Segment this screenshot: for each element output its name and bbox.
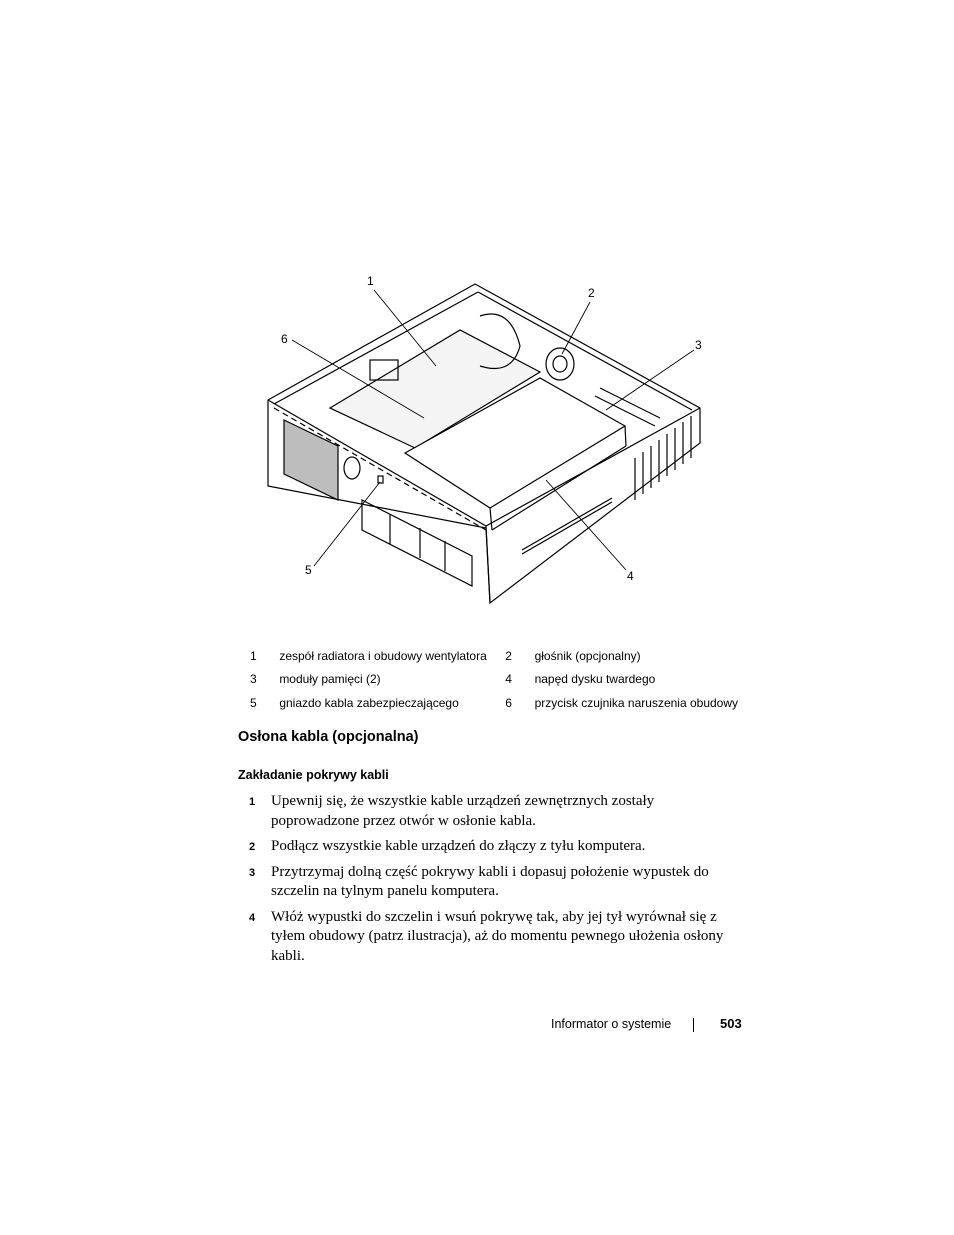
legend-text: głośnik (opcjonalny) xyxy=(534,648,641,663)
step-number: 1 xyxy=(249,796,256,808)
callout-6: 6 xyxy=(281,332,288,346)
legend-row xyxy=(244,691,754,715)
footer-document-title: Informator o systemie xyxy=(551,1017,672,1031)
legend-text: zespół radiatora i obudowy wentylatora xyxy=(279,648,487,663)
legend-row xyxy=(244,668,754,692)
step-text: Włóż wypustki do szczelin i wsuń pokrywę tak, aby jej tył wyrównał się z tyłem obudowy (patrz ilustracja), aż do momentu pewnego ułożenia osłony kabli. xyxy=(271,908,724,964)
legend-number: 5 xyxy=(250,695,257,710)
legend-text: napęd dysku twardego xyxy=(534,672,656,687)
legend-row xyxy=(244,644,754,668)
legend-number: 1 xyxy=(250,648,257,663)
subsection-heading: Zakładanie pokrywy kabli xyxy=(238,768,389,782)
section-heading: Osłona kabla (opcjonalna) xyxy=(238,729,419,745)
callout-4: 4 xyxy=(627,569,634,583)
legend-number: 2 xyxy=(505,648,512,663)
legend-number: 4 xyxy=(505,672,512,687)
step-number: 4 xyxy=(249,911,256,924)
legend-text: przycisk czujnika naruszenia obudowy xyxy=(534,695,739,710)
figure-legend-table xyxy=(244,644,754,715)
step-text: Podłącz wszystkie kable urządzeń do złączy z tyłu komputera. xyxy=(271,838,646,854)
step-text: Upewnij się, że wszystkie kable urządzeń zewnętrznych zostały poprowadzone przez otwór w osłonie kabla. xyxy=(271,793,655,829)
step-text: Przytrzymaj dolną część pokrywy kabli i dopasuj położenie wypustek do szczelin na tylnym panelu komputera. xyxy=(271,863,709,899)
callout-1: 1 xyxy=(367,274,374,288)
step-item xyxy=(248,863,728,902)
legend-number: 3 xyxy=(250,672,257,687)
legend-text: gniazdo kabla zabezpieczającego xyxy=(279,695,459,710)
step-number: 2 xyxy=(249,841,256,853)
legend-text: moduły pamięci (2) xyxy=(279,672,381,687)
callout-2: 2 xyxy=(588,286,595,300)
legend-number: 6 xyxy=(505,695,512,710)
step-item xyxy=(248,792,728,831)
instruction-steps xyxy=(248,792,728,972)
step-item xyxy=(248,908,728,967)
step-number: 3 xyxy=(249,866,256,879)
callout-5: 5 xyxy=(305,563,312,577)
step-item xyxy=(248,837,728,857)
computer-interior-illustration xyxy=(240,268,740,628)
page-number: 503 xyxy=(720,1016,742,1031)
callout-3: 3 xyxy=(695,338,702,352)
footer-divider xyxy=(693,1018,694,1032)
